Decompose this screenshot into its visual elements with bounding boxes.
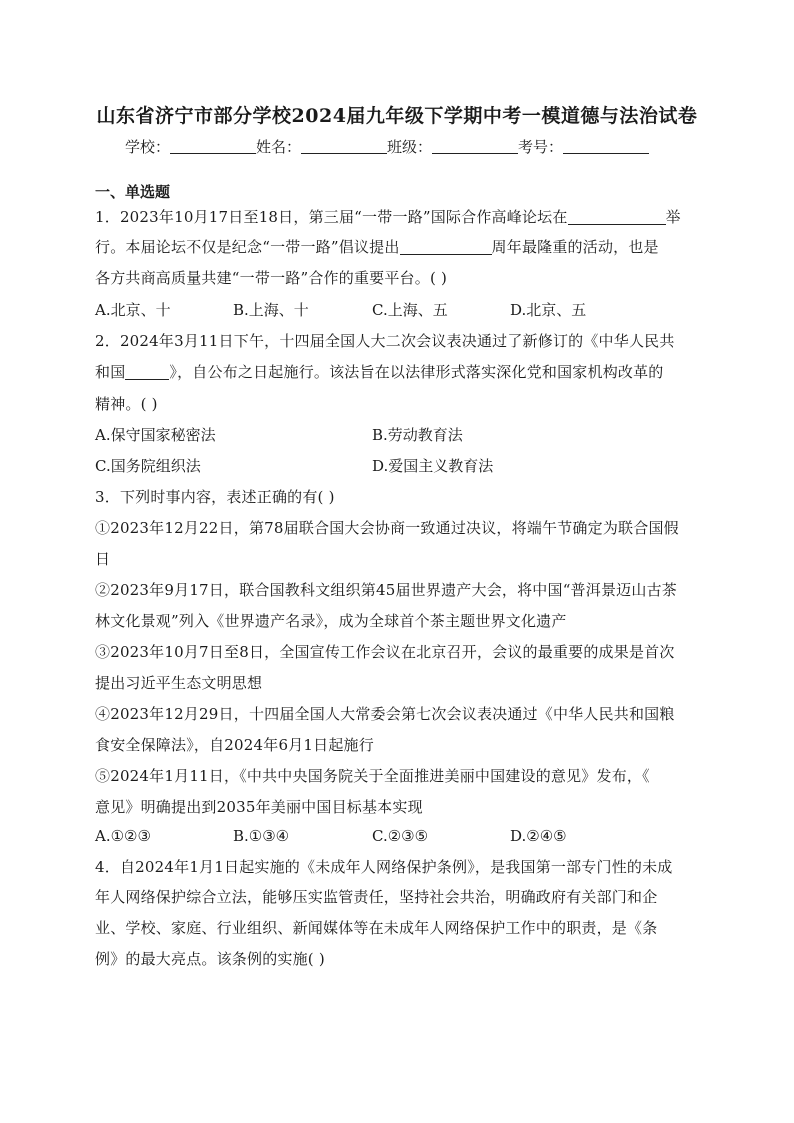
q1-line-2 xyxy=(95,236,659,257)
q3-option-d: D.②④⑤ xyxy=(510,827,567,845)
q4-line-4: 例》的最大亮点。该条例的实施( ) xyxy=(95,950,325,968)
q1-line-3: 各方共商高质量共建“一带一路”合作的重要平台。( ) xyxy=(95,269,448,287)
q1-line-1-end: 举 xyxy=(665,208,681,226)
q1-blank-1 xyxy=(568,209,666,225)
q2-line-3: 精神。( ) xyxy=(95,395,158,413)
q3-option-a: A.①②③ xyxy=(95,827,151,845)
q1-line-1-text: 1．2023年10月17日至18日，第三届“一带一路”国际合作高峰论坛在 xyxy=(95,208,568,226)
class-label: 班级： xyxy=(387,138,433,156)
number-blank xyxy=(563,139,649,154)
q3-statement-1b: 日 xyxy=(95,550,111,568)
school-label: 学校： xyxy=(125,138,171,156)
q3-statement-2b: 林文化景观”列入《世界遗产名录》，成为全球首个茶主题世界文化遗产 xyxy=(95,612,567,630)
q3-option-b: B.①③④ xyxy=(233,827,290,845)
q1-line-2-text: 行。本届论坛不仅是纪念“一带一路”倡议提出 xyxy=(95,238,400,256)
q4-line-3: 业、学校、家庭、行业组织、新闻媒体等在未成年人网络保护工作中的职责，是《条 xyxy=(95,919,658,937)
q2-line-2 xyxy=(95,361,664,382)
q4-line-1: 4．自2024年1月1日起实施的《未成年人网络保护条例》，是我国第一部专门性的未成 xyxy=(95,858,673,876)
q3-statement-3b: 提出习近平生态文明思想 xyxy=(95,674,263,692)
q3-statement-5a: ⑤2024年1月11日，《中共中央国务院关于全面推进美丽中国建设的意见》发布，《 xyxy=(95,767,650,785)
name-blank xyxy=(301,139,387,154)
q3-statement-4a: ④2023年12月29日，十四届全国人大常委会第七次会议表决通过《中华人民共和国粮 xyxy=(95,705,675,723)
q3-statement-3a: ③2023年10月7日至8日，全国宣传工作会议在北京召开，会议的最重要的成果是首次 xyxy=(95,643,675,661)
q3-statement-4b: 食安全保障法》，自2024年6月1日起施行 xyxy=(95,736,374,754)
section-heading: 一、单选题 xyxy=(95,183,171,201)
student-info-line xyxy=(125,136,649,157)
q2-option-c: C.国务院组织法 xyxy=(95,457,201,475)
q2-blank xyxy=(125,364,169,380)
number-label: 考号： xyxy=(518,138,564,156)
q1-option-d: D.北京、五 xyxy=(510,301,587,319)
name-label: 姓名： xyxy=(256,138,302,156)
q1-blank-2 xyxy=(400,239,492,255)
q1-line-1 xyxy=(95,206,681,227)
q4-line-2: 年人网络保护综合立法，能够压实监管责任，坚持社会共治，明确政府有关部门和企 xyxy=(95,888,658,906)
class-blank xyxy=(432,139,518,154)
q2-line-2-text: 和国 xyxy=(95,363,126,381)
q3-statement-2a: ②2023年9月17日，联合国教科文组织第45届世界遗产大会，将中国“普洱景迈山古茶 xyxy=(95,581,677,599)
q3-statement-1a: ①2023年12月22日，第78届联合国大会协商一致通过决议，将端午节确定为联合国假 xyxy=(95,519,679,537)
q1-line-2-end: 周年最隆重的活动，也是 xyxy=(491,238,659,256)
school-blank xyxy=(170,139,256,154)
q3-statement-5b: 意见》明确提出到2035年美丽中国目标基本实现 xyxy=(95,798,423,816)
q1-option-b: B.上海、十 xyxy=(233,301,309,319)
q3-option-c: C.②③⑤ xyxy=(372,827,429,845)
q2-option-b: B.劳动教育法 xyxy=(372,426,463,444)
q1-option-c: C.上海、五 xyxy=(372,301,448,319)
q1-option-a: A.北京、十 xyxy=(95,301,171,319)
exam-title: 山东省济宁市部分学校2024届九年级下学期中考一模道德与法治试卷 xyxy=(96,105,698,127)
q2-option-d: D.爱国主义教育法 xyxy=(372,457,494,475)
q2-line-1: 2．2024年3月11日下午，十四届全国人大二次会议表决通过了新修订的《中华人民共 xyxy=(95,332,675,350)
q2-line-2-end: 》，自公布之日起施行。该法旨在以法律形式落实深化党和国家机构改革的 xyxy=(169,363,664,381)
q3-stem: 3．下列时事内容，表述正确的有( ) xyxy=(95,488,335,506)
q2-option-a: A.保守国家秘密法 xyxy=(95,426,216,444)
